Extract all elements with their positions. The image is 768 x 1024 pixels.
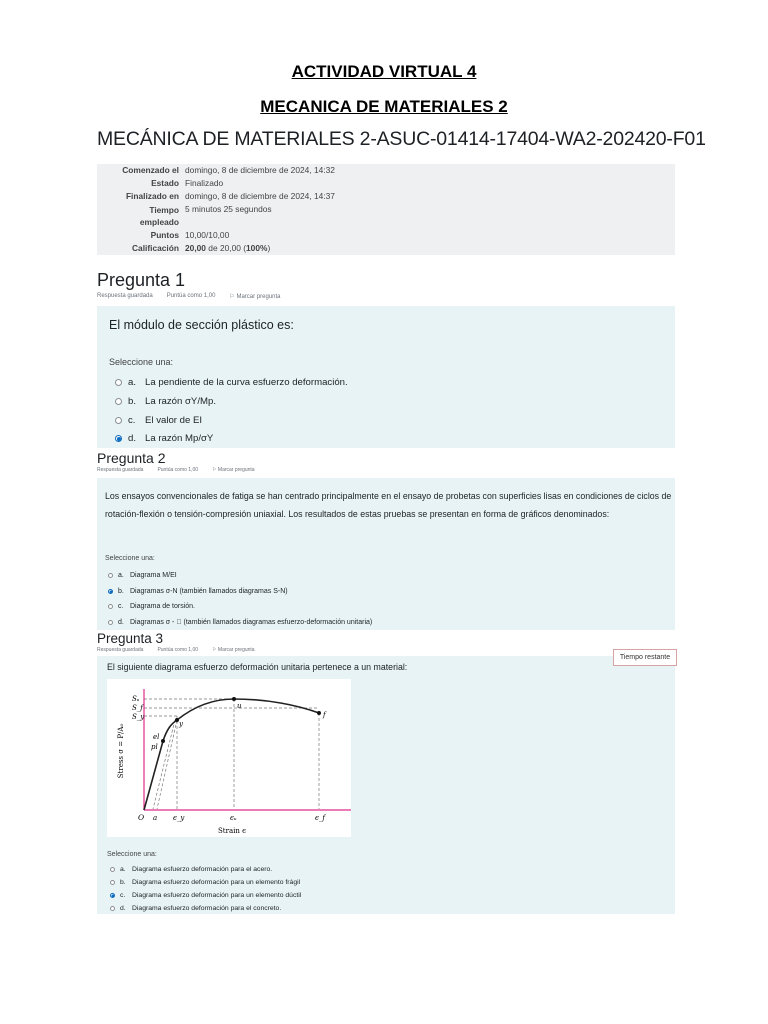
option-letter: d.	[120, 905, 126, 912]
radio-button[interactable]	[110, 880, 115, 885]
label-f: f	[323, 711, 326, 719]
radio-button[interactable]	[110, 867, 115, 872]
y-tick-sy: S_y	[132, 713, 145, 721]
flag-label: Marcar pregunta	[217, 647, 255, 653]
answer-option-a[interactable]	[108, 572, 177, 579]
radio-button[interactable]	[108, 573, 113, 578]
stress-strain-svg	[107, 679, 351, 837]
question-meta	[97, 293, 675, 300]
question-title: Pregunta 2	[97, 450, 166, 466]
question-score: Puntúa como 1,00	[157, 647, 199, 653]
question-1-header	[97, 270, 675, 306]
x-tick-origin: O	[138, 813, 145, 822]
summary-value: domingo, 8 de diciembre de 2024, 14:37	[185, 191, 335, 201]
unload-line-1	[157, 720, 177, 809]
question-score: Puntúa como 1,00	[166, 293, 216, 299]
summary-label: Puntos	[150, 230, 179, 240]
grade-of: de 20,00 (	[205, 243, 247, 253]
y-axis-label: Stress σ = P/A₀	[117, 723, 125, 779]
option-text: La pendiente de la curva esfuerzo deformación.	[145, 377, 348, 388]
radio-button-selected[interactable]	[110, 893, 115, 898]
option-text: Diagrama esfuerzo deformación para el concreto.	[132, 905, 282, 912]
x-tick-eu: ϵᵤ	[230, 814, 237, 822]
grade-value: 20,00	[185, 243, 206, 253]
stress-strain-diagram	[107, 679, 351, 837]
question-title: Pregunta 3	[97, 631, 164, 646]
grade-close: )	[267, 243, 271, 253]
option-text: El valor de EI	[145, 415, 203, 426]
select-one-label: Seleccione una:	[107, 851, 157, 858]
grade-percent: 100%	[246, 243, 268, 253]
question-score: Puntúa como 1,00	[157, 467, 199, 473]
flag-icon: ⚐	[212, 467, 218, 473]
y-tick-su: Sᵤ	[132, 695, 140, 703]
option-letter: c.	[128, 415, 136, 426]
option-letter: a.	[120, 866, 126, 873]
summary-row-points	[97, 229, 675, 242]
summary-row-finished	[97, 190, 675, 203]
radio-button-selected[interactable]	[115, 435, 122, 442]
summary-value: Finalizado	[185, 178, 224, 188]
option-letter: d.	[128, 433, 137, 444]
option-text: Diagramas σ - ⃞ (también llamados diagramas esfuerzo-deformación unitaria)	[130, 619, 373, 626]
option-text: Diagrama esfuerzo deformación para un elemento dúctil	[132, 892, 302, 899]
summary-label: Comenzado el	[122, 165, 179, 175]
answer-option-a[interactable]	[110, 866, 272, 873]
summary-value: 5 minutos 25 segundos	[185, 204, 272, 214]
option-text: Diagrama de torsión.	[130, 603, 195, 610]
option-text: Diagramas σ-N (también llamados diagramas S-N)	[130, 588, 288, 595]
summary-row-time	[97, 203, 675, 229]
question-status: Respuesta guardada	[97, 647, 144, 653]
option-letter: c.	[120, 892, 126, 899]
radio-button[interactable]	[115, 379, 122, 386]
option-text: La razón Mp/σY	[145, 433, 214, 444]
question-text: El siguiente diagrama esfuerzo deformación unitaria pertenece a un material:	[107, 662, 408, 672]
radio-button-selected[interactable]	[108, 589, 113, 594]
flag-question-link[interactable]	[212, 647, 255, 653]
label-el: el	[153, 733, 160, 741]
option-letter: d.	[118, 619, 124, 626]
option-letter: b.	[120, 879, 126, 886]
time-remaining-button[interactable]: Tiempo restante	[613, 649, 677, 666]
point-f	[317, 711, 321, 715]
radio-button[interactable]	[108, 620, 113, 625]
summary-row-started	[97, 164, 675, 177]
answer-option-d[interactable]	[110, 905, 281, 912]
question-title: Pregunta 1	[97, 270, 186, 290]
y-tick-sf: S_f	[132, 704, 143, 712]
option-letter: a.	[118, 572, 124, 579]
question-meta	[97, 647, 675, 653]
option-letter: c.	[118, 603, 124, 610]
option-text: Diagrama esfuerzo deformación para el acero.	[132, 866, 273, 873]
summary-label: Calificación	[131, 243, 179, 253]
question-text: Los ensayos convencionales de fatiga se han centrado principalmente en el ensayo de probetas con superficies lisas en condiciones de ciclos de rotación-flexión o tensión-compresión uniaxial. Los resultados de estas pruebas se presentan en forma de gráficos denominados:	[105, 491, 672, 519]
flag-icon: ⚐	[229, 294, 237, 300]
summary-value: 10,00/10,00	[185, 230, 230, 240]
summary-label: Finalizado en	[125, 191, 179, 201]
label-u: u	[237, 702, 242, 710]
answer-option-b[interactable]	[108, 588, 288, 595]
summary-value: domingo, 8 de diciembre de 2024, 14:32	[185, 165, 335, 175]
select-one-label: Seleccione una:	[109, 357, 174, 367]
document-subtitle: MECANICA DE MATERIALES 2	[260, 97, 508, 116]
option-text: Diagrama M/EI	[130, 572, 177, 579]
x-tick-a: a	[153, 814, 158, 822]
label-pl: pl	[151, 743, 158, 751]
option-text: Diagrama esfuerzo deformación para un elemento frágil	[132, 879, 301, 886]
answer-option-d[interactable]	[108, 619, 372, 626]
question-text: El módulo de sección plástico es:	[109, 318, 294, 332]
summary-label: Estado	[151, 178, 179, 188]
axes	[144, 689, 351, 810]
flag-label: Marcar pregunta	[236, 294, 281, 300]
summary-value	[185, 242, 675, 255]
option-text: La razón σY/Mp.	[145, 396, 216, 407]
question-1-content	[97, 306, 675, 448]
x-tick-ef: ϵ_f	[315, 814, 326, 822]
question-meta	[97, 467, 675, 473]
course-title: MECÁNICA DE MATERIALES 2-ASUC-01414-17404-WA2-202420-F01	[97, 128, 706, 150]
answer-option-a[interactable]	[115, 377, 348, 388]
option-letter: b.	[118, 588, 124, 595]
answer-option-b[interactable]	[115, 396, 216, 407]
flag-question-link[interactable]	[212, 467, 255, 473]
radio-button[interactable]	[115, 417, 122, 424]
radio-button[interactable]	[110, 906, 115, 911]
label-y: y	[179, 720, 183, 728]
option-letter: a.	[128, 377, 137, 388]
flag-label: Marcar pregunta	[217, 467, 255, 473]
flag-question-link[interactable]	[229, 293, 280, 300]
summary-row-state	[97, 177, 675, 190]
document-title: ACTIVIDAD VIRTUAL 4	[291, 62, 477, 81]
guide-lines	[144, 699, 319, 809]
question-3-header	[97, 631, 675, 655]
radio-button[interactable]	[115, 398, 122, 405]
flag-icon: ⚐	[212, 647, 218, 653]
summary-row-grade	[97, 242, 675, 255]
x-axis-label: Strain ϵ	[217, 827, 247, 835]
answer-option-c[interactable]	[108, 603, 195, 610]
answer-option-c[interactable]	[115, 415, 202, 426]
summary-label: Tiempo empleado	[139, 205, 179, 227]
point-u	[232, 697, 236, 701]
select-one-label: Seleccione una:	[105, 555, 155, 562]
question-2-content	[97, 478, 675, 630]
point-pl	[161, 739, 165, 743]
question-2-header	[97, 450, 675, 476]
option-letter: b.	[128, 396, 137, 407]
question-status: Respuesta guardada	[97, 293, 153, 299]
answer-option-c[interactable]	[110, 892, 301, 899]
answer-option-d[interactable]	[115, 433, 213, 444]
answer-option-b[interactable]	[110, 879, 300, 886]
attempt-summary	[97, 164, 675, 255]
x-tick-ey: ϵ_y	[173, 814, 185, 822]
question-status: Respuesta guardada	[97, 467, 144, 473]
radio-button[interactable]	[108, 604, 113, 609]
